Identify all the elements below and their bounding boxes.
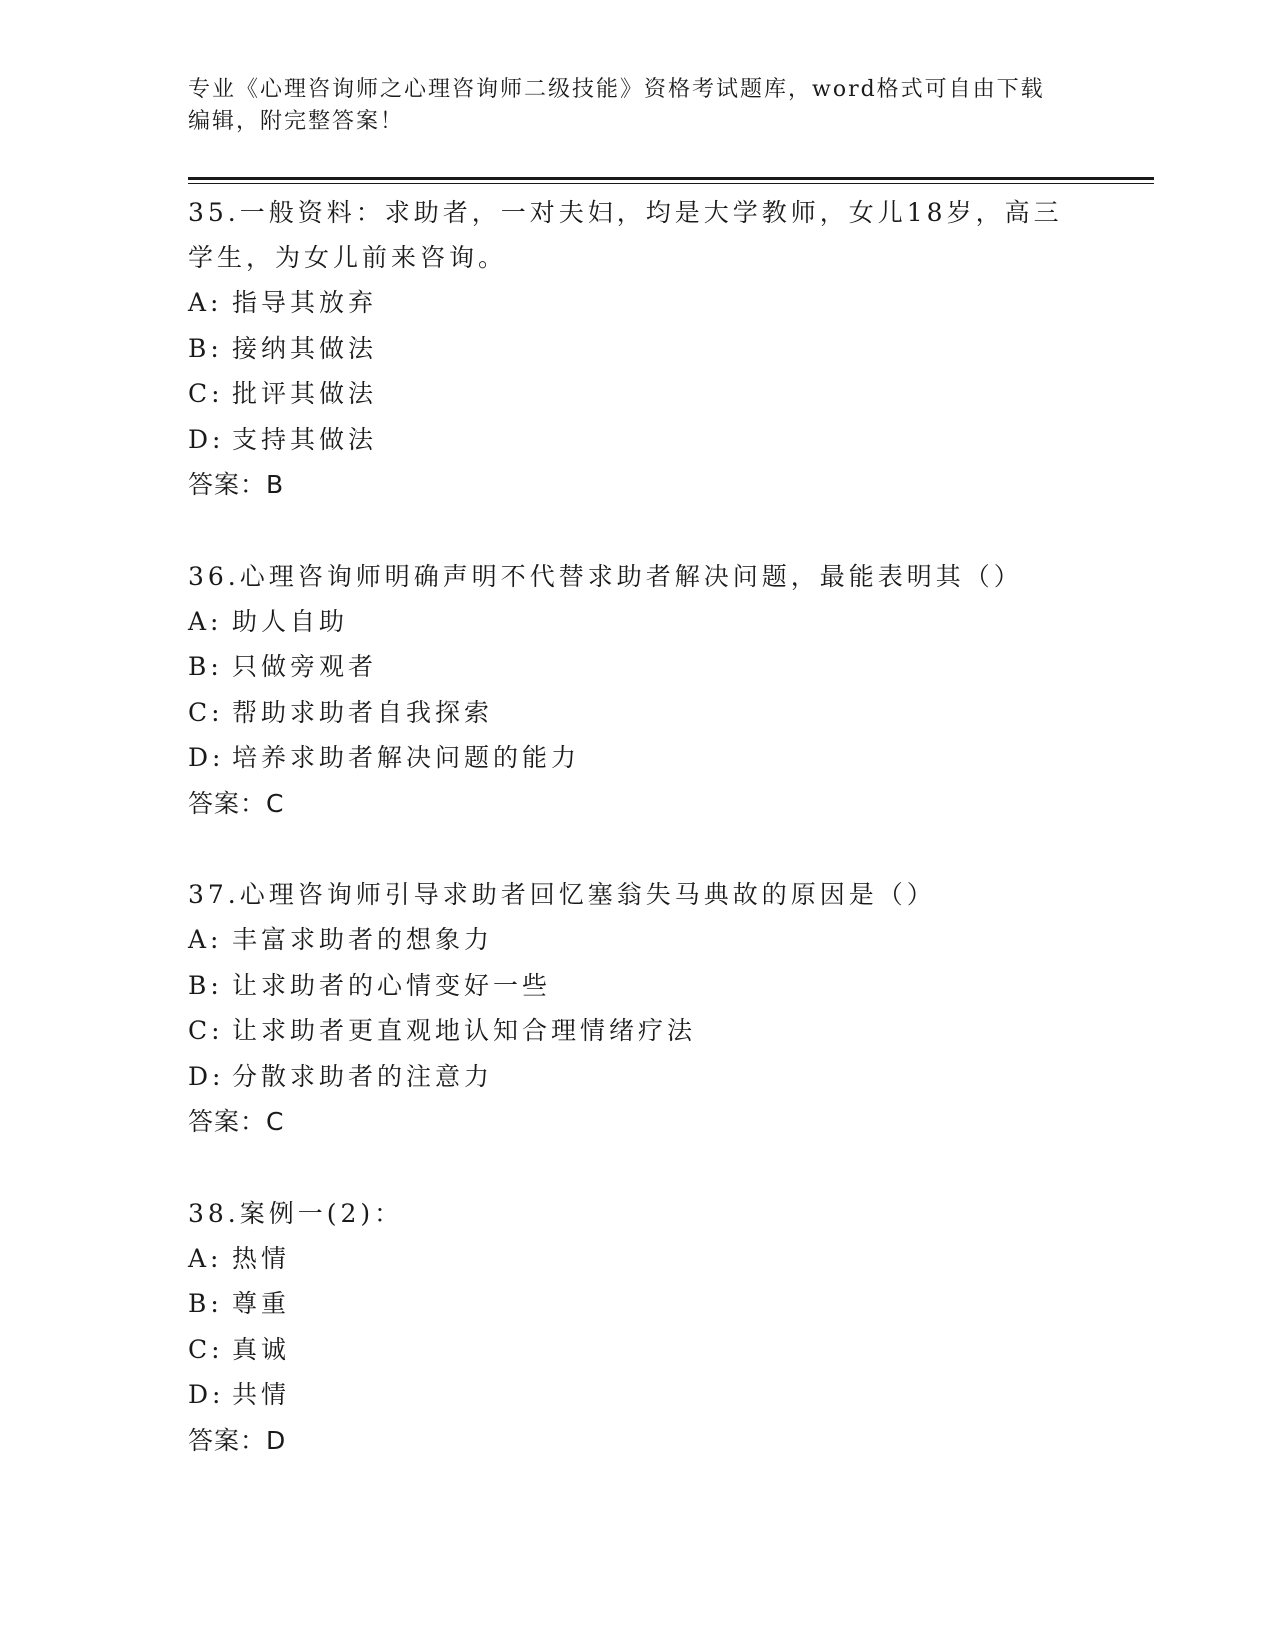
option-key: A: bbox=[188, 925, 223, 954]
header-line-2: 编辑，附完整答案！ bbox=[188, 109, 405, 134]
question-stem: 38.案例一(2)： bbox=[188, 1198, 404, 1228]
question-38 bbox=[188, 1191, 1068, 1464]
option-text: 帮助求助者自我探索 bbox=[232, 697, 494, 727]
question-stem bbox=[188, 190, 1068, 280]
option-key: A: bbox=[188, 288, 223, 317]
question-list bbox=[188, 190, 1068, 1509]
option-key: A: bbox=[188, 606, 223, 636]
option-key: B: bbox=[188, 970, 223, 1000]
option-text: 指导其放弃 bbox=[232, 288, 378, 317]
answer-line: 答案：B bbox=[188, 470, 285, 499]
option-text: 批评其做法 bbox=[232, 379, 378, 408]
option-key: D: bbox=[188, 424, 225, 454]
option-c bbox=[188, 1008, 1068, 1054]
option-b bbox=[188, 326, 1068, 372]
option-key: D: bbox=[188, 743, 225, 772]
answer-line: 答案：D bbox=[188, 1425, 287, 1455]
option-b bbox=[188, 644, 1068, 690]
option-d bbox=[188, 735, 1068, 781]
answer-line: 答案：C bbox=[188, 1107, 285, 1136]
option-key: D: bbox=[188, 1380, 225, 1409]
answer-line: 答案：C bbox=[188, 788, 285, 818]
option-text: 尊重 bbox=[232, 1289, 291, 1318]
option-a bbox=[188, 1236, 1068, 1282]
document-header bbox=[188, 74, 1068, 138]
header-divider-thin bbox=[188, 183, 1154, 184]
option-c bbox=[188, 690, 1068, 736]
option-text: 支持其做法 bbox=[232, 424, 378, 454]
question-37 bbox=[188, 872, 1068, 1145]
option-key: C: bbox=[188, 1016, 224, 1045]
header-line-1: 专业《心理咨询师之心理咨询师二级技能》资格考试题库，word格式可自由下载 bbox=[188, 77, 1045, 102]
option-key: C: bbox=[188, 379, 224, 408]
option-text: 真诚 bbox=[232, 1334, 291, 1364]
option-text: 分散求助者的注意力 bbox=[232, 1061, 494, 1091]
question-stem-line-2: 学生，为女儿前来咨询。 bbox=[188, 243, 508, 272]
question-stem: 36.心理咨询师明确声明不代替求助者解决问题，最能表明其（） bbox=[188, 561, 1023, 591]
question-35 bbox=[188, 190, 1068, 508]
option-a bbox=[188, 280, 1068, 326]
option-text: 丰富求助者的想象力 bbox=[232, 925, 494, 954]
option-text: 让求助者更直观地认知合理情绪疗法 bbox=[232, 1016, 697, 1045]
option-key: B: bbox=[188, 333, 223, 363]
option-key: B: bbox=[188, 1289, 223, 1318]
question-stem-line-1: 35.一般资料：求助者，一对夫妇，均是大学教师，女儿18岁，高三 bbox=[188, 198, 1063, 227]
option-d bbox=[188, 417, 1068, 463]
option-text: 培养求助者解决问题的能力 bbox=[232, 743, 581, 772]
option-text: 只做旁观者 bbox=[232, 652, 378, 681]
option-a bbox=[188, 599, 1068, 645]
question-36 bbox=[188, 554, 1068, 827]
option-key: D: bbox=[188, 1061, 225, 1091]
header-divider-thick bbox=[188, 177, 1154, 180]
option-a bbox=[188, 917, 1068, 963]
option-key: A: bbox=[188, 1243, 223, 1273]
option-text: 助人自助 bbox=[232, 606, 349, 636]
question-stem: 37.心理咨询师引导求助者回忆塞翁失马典故的原因是（） bbox=[188, 880, 936, 909]
option-c bbox=[188, 1327, 1068, 1373]
option-text: 让求助者的心情变好一些 bbox=[232, 970, 552, 1000]
option-text: 热情 bbox=[232, 1243, 291, 1273]
option-key: B: bbox=[188, 652, 223, 681]
option-d bbox=[188, 1372, 1068, 1418]
option-b bbox=[188, 963, 1068, 1009]
option-key: C: bbox=[188, 1334, 224, 1364]
option-d bbox=[188, 1054, 1068, 1100]
option-c bbox=[188, 371, 1068, 417]
option-text: 接纳其做法 bbox=[232, 333, 378, 363]
option-key: C: bbox=[188, 697, 224, 727]
option-b bbox=[188, 1281, 1068, 1327]
option-text: 共情 bbox=[232, 1380, 291, 1409]
